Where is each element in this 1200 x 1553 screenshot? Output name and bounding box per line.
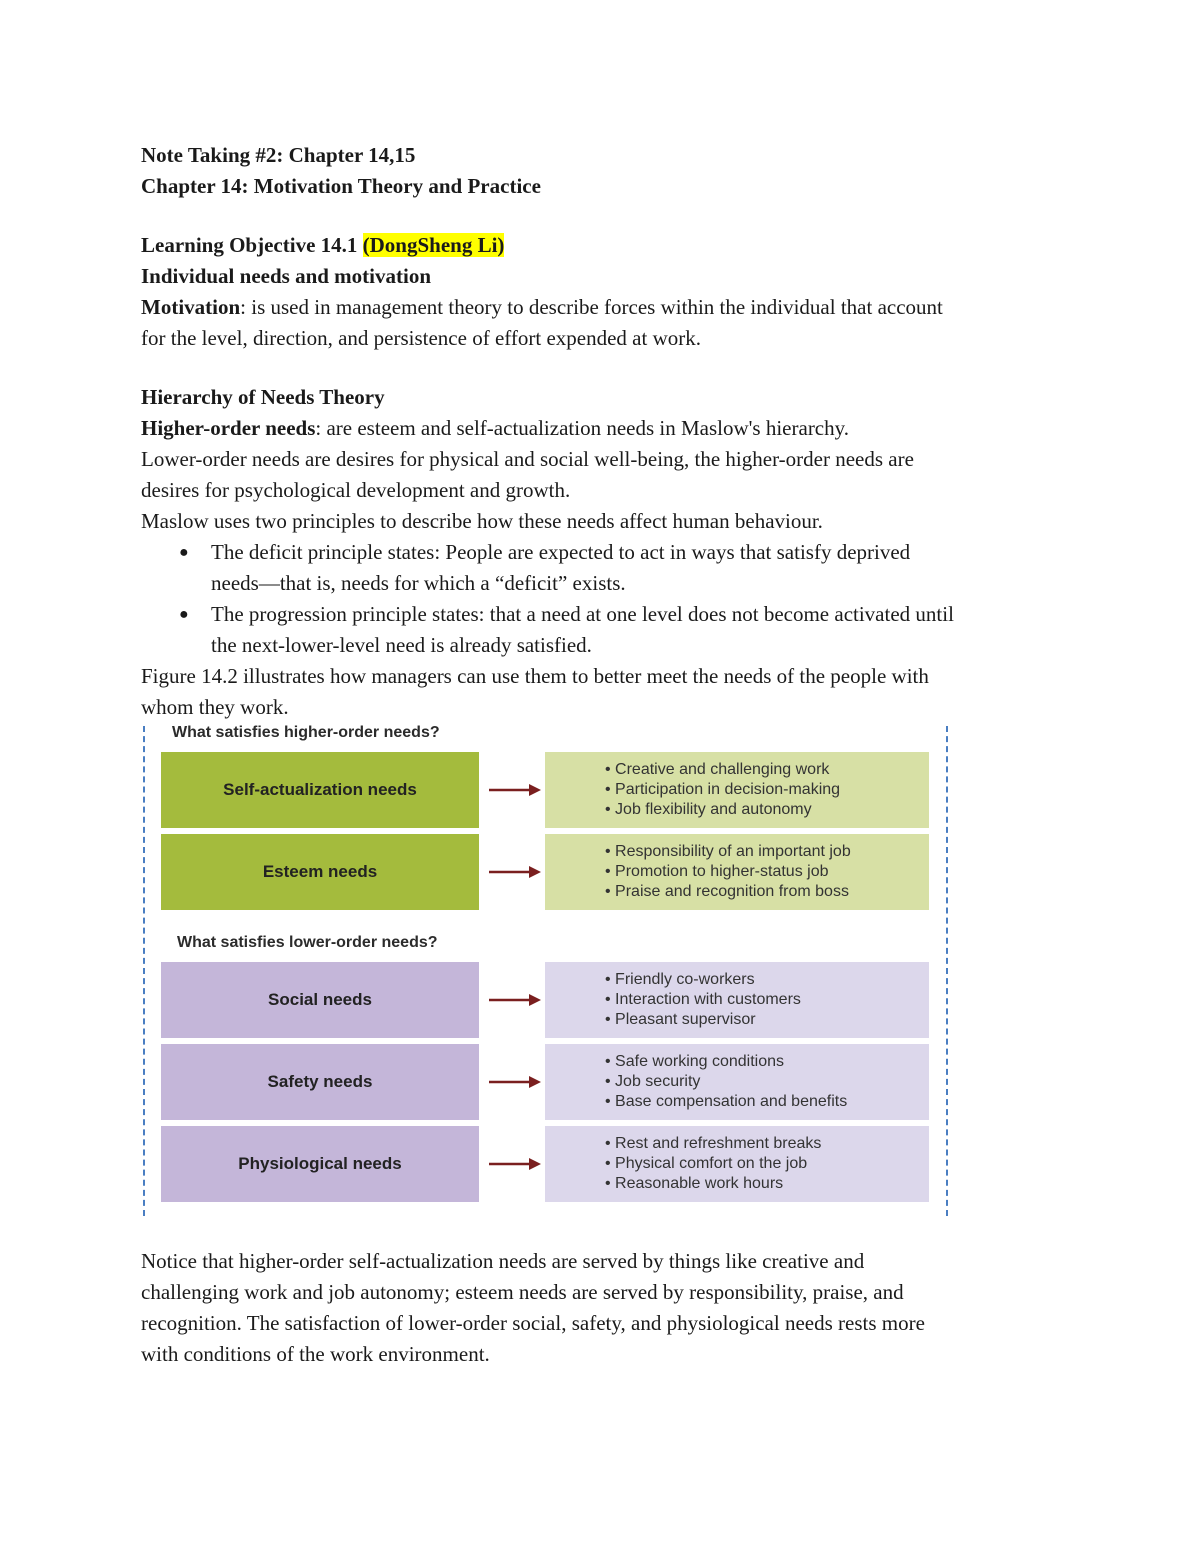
satisfier-item: • Responsibility of an important job [605,842,929,862]
satisfier-item: • Friendly co-workers [605,970,929,990]
row-physiological [161,1126,931,1202]
section-heading-needs: Individual needs and motivation [141,264,432,288]
satisfier-item: • Rest and refreshment breaks [605,1134,929,1154]
principles-list [141,537,1061,661]
needs-figure [143,726,948,1216]
learning-objective [141,230,1061,261]
satisfier-item: • Reasonable work hours [605,1174,929,1194]
satisfier-item: • Interaction with customers [605,990,929,1010]
motivation-def-text: : is used in management theory to describe forces within the individual that account [240,295,943,319]
arrow-icon [487,862,543,882]
need-label: Esteem needs [161,834,479,910]
satisfier-item: • Job flexibility and autonomy [605,800,929,820]
motivation-definition [141,292,1061,323]
satisfier-item: • Base compensation and benefits [605,1092,929,1112]
satisfier-item: • Creative and challenging work [605,760,929,780]
list-item-progression [141,599,1061,661]
lower-order-text-2: desires for psychological development and growth. [141,478,571,502]
satisfier-item: • Praise and recognition from boss [605,882,929,902]
satisfiers-box [545,1126,929,1202]
need-label: Self-actualization needs [161,752,479,828]
maslow-principles-intro: Maslow uses two principles to describe how these needs affect human behaviour. [141,509,823,533]
satisfiers-box [545,834,929,910]
lo-label: Learning Objective 14.1 [141,233,358,257]
progression-line-2: the next-lower-level need is already satisfied. [211,633,592,657]
list-item-deficit [141,537,1061,599]
term-motivation: Motivation [141,295,241,319]
row-esteem [161,834,931,910]
lower-order-text-1: Lower-order needs are desires for physical and social well-being, the higher-order needs are [141,447,914,471]
arrow-icon [487,780,543,800]
satisfier-item: • Safe working conditions [605,1052,929,1072]
motivation-def-cont: for the level, direction, and persistence of effort expended at work. [141,326,701,350]
deficit-line-1: The deficit principle states: People are expected to act in ways that satisfy deprived [211,540,911,564]
notice-line-4: with conditions of the work environment. [141,1342,490,1366]
need-label: Physiological needs [161,1126,479,1202]
satisfier-item: • Physical comfort on the job [605,1154,929,1174]
satisfier-item: • Participation in decision-making [605,780,929,800]
satisfiers-box [545,962,929,1038]
need-label: Safety needs [161,1044,479,1120]
satisfier-item: • Job security [605,1072,929,1092]
deficit-line-2: needs—that is, needs for which a “deficit” exists. [211,571,626,595]
notice-line-3: recognition. The satisfaction of lower-order social, safety, and physiological needs rests more [141,1311,925,1335]
chapter-title: Chapter 14: Motivation Theory and Practice [141,174,541,198]
doc-title: Note Taking #2: Chapter 14,15 [141,143,416,167]
need-label: Social needs [161,962,479,1038]
bullet-icon: ● [179,606,189,623]
figure-intro-2: whom they work. [141,695,289,719]
row-social [161,962,931,1038]
section-heading-hierarchy: Hierarchy of Needs Theory [141,385,385,409]
lo-author-highlight: (DongSheng Li) [362,233,505,257]
document-body [141,140,1061,723]
higher-def-text: : are esteem and self-actualization needs in Maslow's hierarchy. [315,416,850,440]
figure-intro-1: Figure 14.2 illustrates how managers can use them to better meet the needs of the people with [141,664,929,688]
row-self-actualization [161,752,931,828]
notice-line-1: Notice that higher-order self-actualization needs are served by things like creative and [141,1249,865,1273]
notice-paragraph [141,1246,1061,1370]
higher-order-definition [141,413,1061,444]
notice-line-2: challenging work and job autonomy; esteem needs are served by responsibility, praise, and [141,1280,904,1304]
bullet-icon: ● [179,544,189,561]
progression-line-1: The progression principle states: that a need at one level does not become activated until [211,602,954,626]
lower-order-heading: What satisfies lower-order needs? [177,934,438,951]
satisfier-item: • Promotion to higher-status job [605,862,929,882]
arrow-icon [487,990,543,1010]
satisfiers-box [545,1044,929,1120]
satisfier-item: • Pleasant supervisor [605,1010,929,1030]
higher-order-heading: What satisfies higher-order needs? [172,724,440,741]
satisfiers-box [545,752,929,828]
term-higher-order: Higher-order needs [141,416,316,440]
arrow-icon [487,1154,543,1174]
row-safety [161,1044,931,1120]
arrow-icon [487,1072,543,1092]
